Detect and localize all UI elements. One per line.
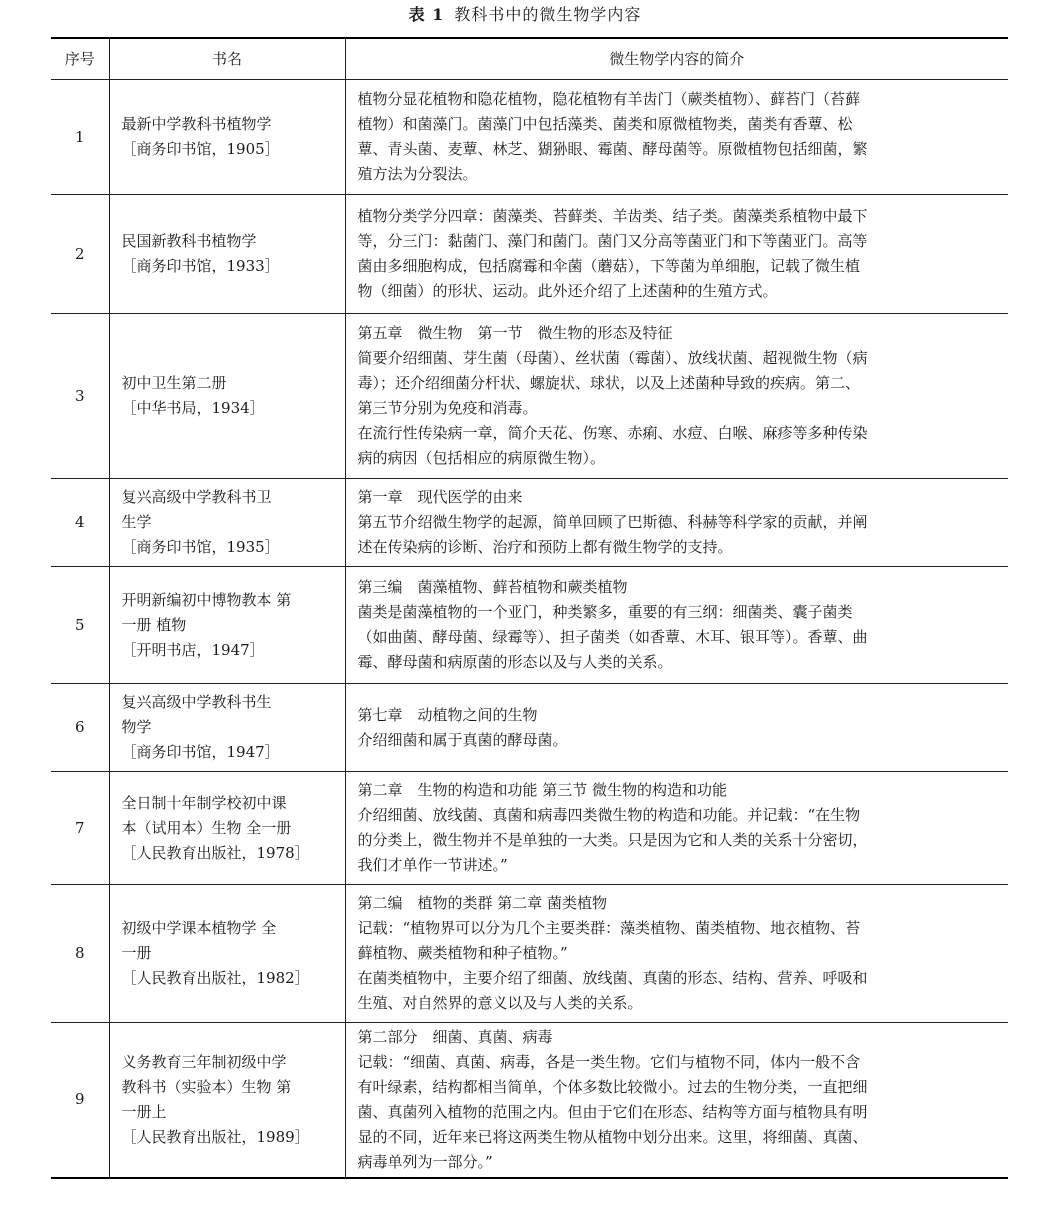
- book-title-line: ［开明书店，1947］: [121, 640, 265, 659]
- row-index: 4: [51, 479, 109, 567]
- book-title-cell: [109, 479, 345, 567]
- description-cell: [345, 567, 1008, 684]
- table-number: 表 1: [408, 5, 445, 24]
- description-line: 菌类是菌藻植物的一个亚门，种类繁多，重要的有三纲：细菌类、囊子菌类: [357, 603, 853, 621]
- table-row: [51, 479, 1008, 567]
- description-line: 记载：“细菌、真菌、病毒，各是一类生物。它们与植物不同，体内一般不含: [357, 1052, 861, 1071]
- description-line: 病的病因（包括相应的病原微生物）。: [357, 449, 606, 467]
- description-line: 植物分显花植物和隐花植物，隐花植物有羊齿门（蕨类植物）、藓苔门（苔藓: [357, 90, 861, 108]
- row-index: 2: [51, 195, 109, 314]
- row-index: 7: [51, 772, 109, 885]
- description-line: 第二章 生物的构造和功能 第三节 微生物的构造和功能: [357, 781, 728, 799]
- book-title-line: 物学: [121, 718, 152, 736]
- description-line: 第三编 菌藻植物、藓苔植物和蕨类植物: [357, 578, 628, 596]
- description-line: 第五章 微生物 第一节 微生物的形态及特征: [357, 324, 673, 342]
- book-title-line: 复兴高级中学教科书卫: [121, 488, 272, 506]
- row-index: 3: [51, 314, 109, 479]
- description-line: 简要介绍细菌、芽生菌（母菌）、丝状菌（霉菌）、放线状菌、超视微生物（病: [357, 349, 868, 367]
- description-line: 殖方法为分裂法。: [357, 165, 478, 183]
- description-cell: [345, 195, 1008, 314]
- description-cell: [345, 479, 1008, 567]
- table-row: [51, 80, 1008, 195]
- description-line: 蕈、青头菌、麦蕈、林芝、猢狲眼、霉菌、酵母菌等。原微植物包括细菌，繁: [357, 140, 868, 158]
- description-line: 第二部分 细菌、真菌、病毒: [357, 1027, 553, 1046]
- description-cell: [345, 684, 1008, 772]
- table-title: 教科书中的微生物学内容: [454, 5, 642, 24]
- description-line: 述在传染病的诊断、治疗和预防上都有微生物学的支持。: [357, 538, 733, 556]
- description-line: 的分类上，微生物并不是单独的一大类。只是因为它和人类的关系十分密切，: [357, 831, 868, 849]
- description-line: 记载：“植物界可以分为几个主要类群：藻类植物、菌类植物、地衣植物、苔: [357, 919, 861, 937]
- book-title-line: 初中卫生第二册: [121, 374, 227, 392]
- book-title-cell: [109, 314, 345, 479]
- book-title-line: ［人民教育出版社，1978］: [121, 843, 310, 862]
- description-cell: [345, 772, 1008, 885]
- description-line: 菌、真菌列入植物的范围之内。但由于它们在形态、结构等方面与植物具有明: [357, 1102, 868, 1121]
- book-title-line: 全日制十年制学校初中课: [121, 793, 287, 812]
- row-index: 6: [51, 684, 109, 772]
- description-line: 菌由多细胞构成，包括腐霉和伞菌（蘑菇），下等菌为单细胞，记载了微生植: [357, 257, 861, 275]
- description-line: 在流行性传染病一章，简介天花、伤寒、赤痢、水痘、白喉、麻疹等多种传染: [357, 424, 868, 442]
- description-line: 霉、酵母菌和病原菌的形态以及与人类的关系。: [357, 653, 673, 671]
- book-title-line: 本（试用本）生物 全一册: [121, 818, 292, 837]
- description-cell: [345, 885, 1008, 1023]
- book-title-cell: [109, 80, 345, 195]
- description-line: （如曲菌、酵母菌、绿霉等）、担子菌类（如香蕈、木耳、银耳等）。香蕈、曲: [357, 628, 868, 646]
- book-title-line: 一册: [121, 944, 152, 962]
- book-title-line: ［商务印书馆，1905］: [121, 140, 280, 158]
- description-line: 第一章 现代医学的由来: [357, 488, 523, 506]
- book-title-line: ［商务印书馆，1947］: [121, 743, 280, 761]
- book-title-cell: [109, 567, 345, 684]
- table-row: [51, 1023, 1008, 1178]
- description-line: 有叶绿素，结构都相当简单，个体多数比较微小。过去的生物分类，一直把细: [357, 1077, 868, 1096]
- header-book-title: 书名: [109, 38, 345, 80]
- book-title-cell: [109, 195, 345, 314]
- table-row: [51, 314, 1008, 479]
- row-index: 1: [51, 80, 109, 195]
- description-cell: [345, 314, 1008, 479]
- book-title-line: 复兴高级中学教科书生: [121, 693, 272, 711]
- book-title-line: ［商务印书馆，1933］: [121, 257, 280, 275]
- description-line: 第五节介绍微生物学的起源，简单回顾了巴斯德、科赫等科学家的贡献，并阐: [357, 513, 868, 531]
- book-title-line: ［商务印书馆，1935］: [121, 538, 280, 556]
- book-title-line: ［人民教育出版社，1989］: [121, 1127, 310, 1146]
- microbiology-content-table: [51, 37, 1008, 1179]
- description-cell: [345, 1023, 1008, 1178]
- description-line: 第三节分别为免疫和消毒。: [357, 399, 538, 417]
- header-description: 微生物学内容的简介: [345, 38, 1008, 80]
- book-title-cell: [109, 885, 345, 1023]
- description-cell: [345, 80, 1008, 195]
- description-line: 藓植物、蕨类植物和种子植物。”: [357, 944, 568, 962]
- table-caption: [0, 4, 1050, 26]
- description-line: 植物）和菌藻门。菌藻门中包括藻类、菌类和原微植物类，菌类有香蕈、松: [357, 115, 853, 133]
- book-title-line: 一册上: [121, 1102, 167, 1121]
- description-line: 介绍细菌、放线菌、真菌和病毒四类微生物的构造和功能。并记载：“在生物: [357, 806, 861, 824]
- header-row: [51, 38, 1008, 80]
- book-title-line: ［人民教育出版社，1982］: [121, 969, 310, 987]
- table-row: [51, 195, 1008, 314]
- description-line: 物（细菌）的形状、运动。此外还介绍了上述菌种的生殖方式。: [357, 282, 778, 300]
- book-title-line: 民国新教科书植物学: [121, 232, 257, 250]
- table-row: [51, 885, 1008, 1023]
- description-line: 介绍细菌和属于真菌的酵母菌。: [357, 730, 568, 749]
- description-line: 病毒单列为一部分。”: [357, 1152, 493, 1171]
- table-row: [51, 567, 1008, 684]
- book-title-line: 最新中学教科书植物学: [121, 115, 272, 133]
- description-line: 显的不同，近年来已将这两类生物从植物中划分出来。这里，将细菌、真菌、: [357, 1127, 868, 1146]
- book-title-line: 开明新编初中博物教本 第: [121, 590, 292, 609]
- book-title-cell: [109, 772, 345, 885]
- description-line: 第二编 植物的类群 第二章 菌类植物: [357, 894, 608, 912]
- book-title-line: 一册 植物: [121, 615, 187, 634]
- description-line: 植物分类学分四章：菌藻类、苔藓类、羊齿类、结子类。菌藻类系植物中最下: [357, 207, 868, 225]
- book-title-cell: [109, 684, 345, 772]
- row-index: 5: [51, 567, 109, 684]
- book-title-line: 生学: [121, 513, 152, 531]
- header-index: 序号: [51, 38, 109, 80]
- description-line: 等，分三门：黏菌门、藻门和菌门。菌门又分高等菌亚门和下等菌亚门。高等: [357, 232, 868, 250]
- book-title-line: 义务教育三年制初级中学: [121, 1052, 287, 1071]
- book-title-line: ［中华书局，1934］: [121, 399, 265, 417]
- book-title-line: 教科书（实验本）生物 第: [121, 1077, 292, 1096]
- description-line: 我们才单作一节讲述。”: [357, 856, 508, 874]
- row-index: 8: [51, 885, 109, 1023]
- description-line: 生殖、对自然界的意义以及与人类的关系。: [357, 994, 643, 1012]
- description-line: 毒）；还介绍细菌分杆状、螺旋状、球状，以及上述菌种导致的疾病。第二、: [357, 374, 861, 392]
- table-row: [51, 684, 1008, 772]
- book-title-line: 初级中学课本植物学 全: [121, 919, 277, 937]
- row-index: 9: [51, 1023, 109, 1178]
- description-line: 在菌类植物中，主要介绍了细菌、放线菌、真菌的形态、结构、营养、呼吸和: [357, 969, 868, 987]
- description-line: 第七章 动植物之间的生物: [357, 705, 538, 724]
- table-row: [51, 772, 1008, 885]
- book-title-cell: [109, 1023, 345, 1178]
